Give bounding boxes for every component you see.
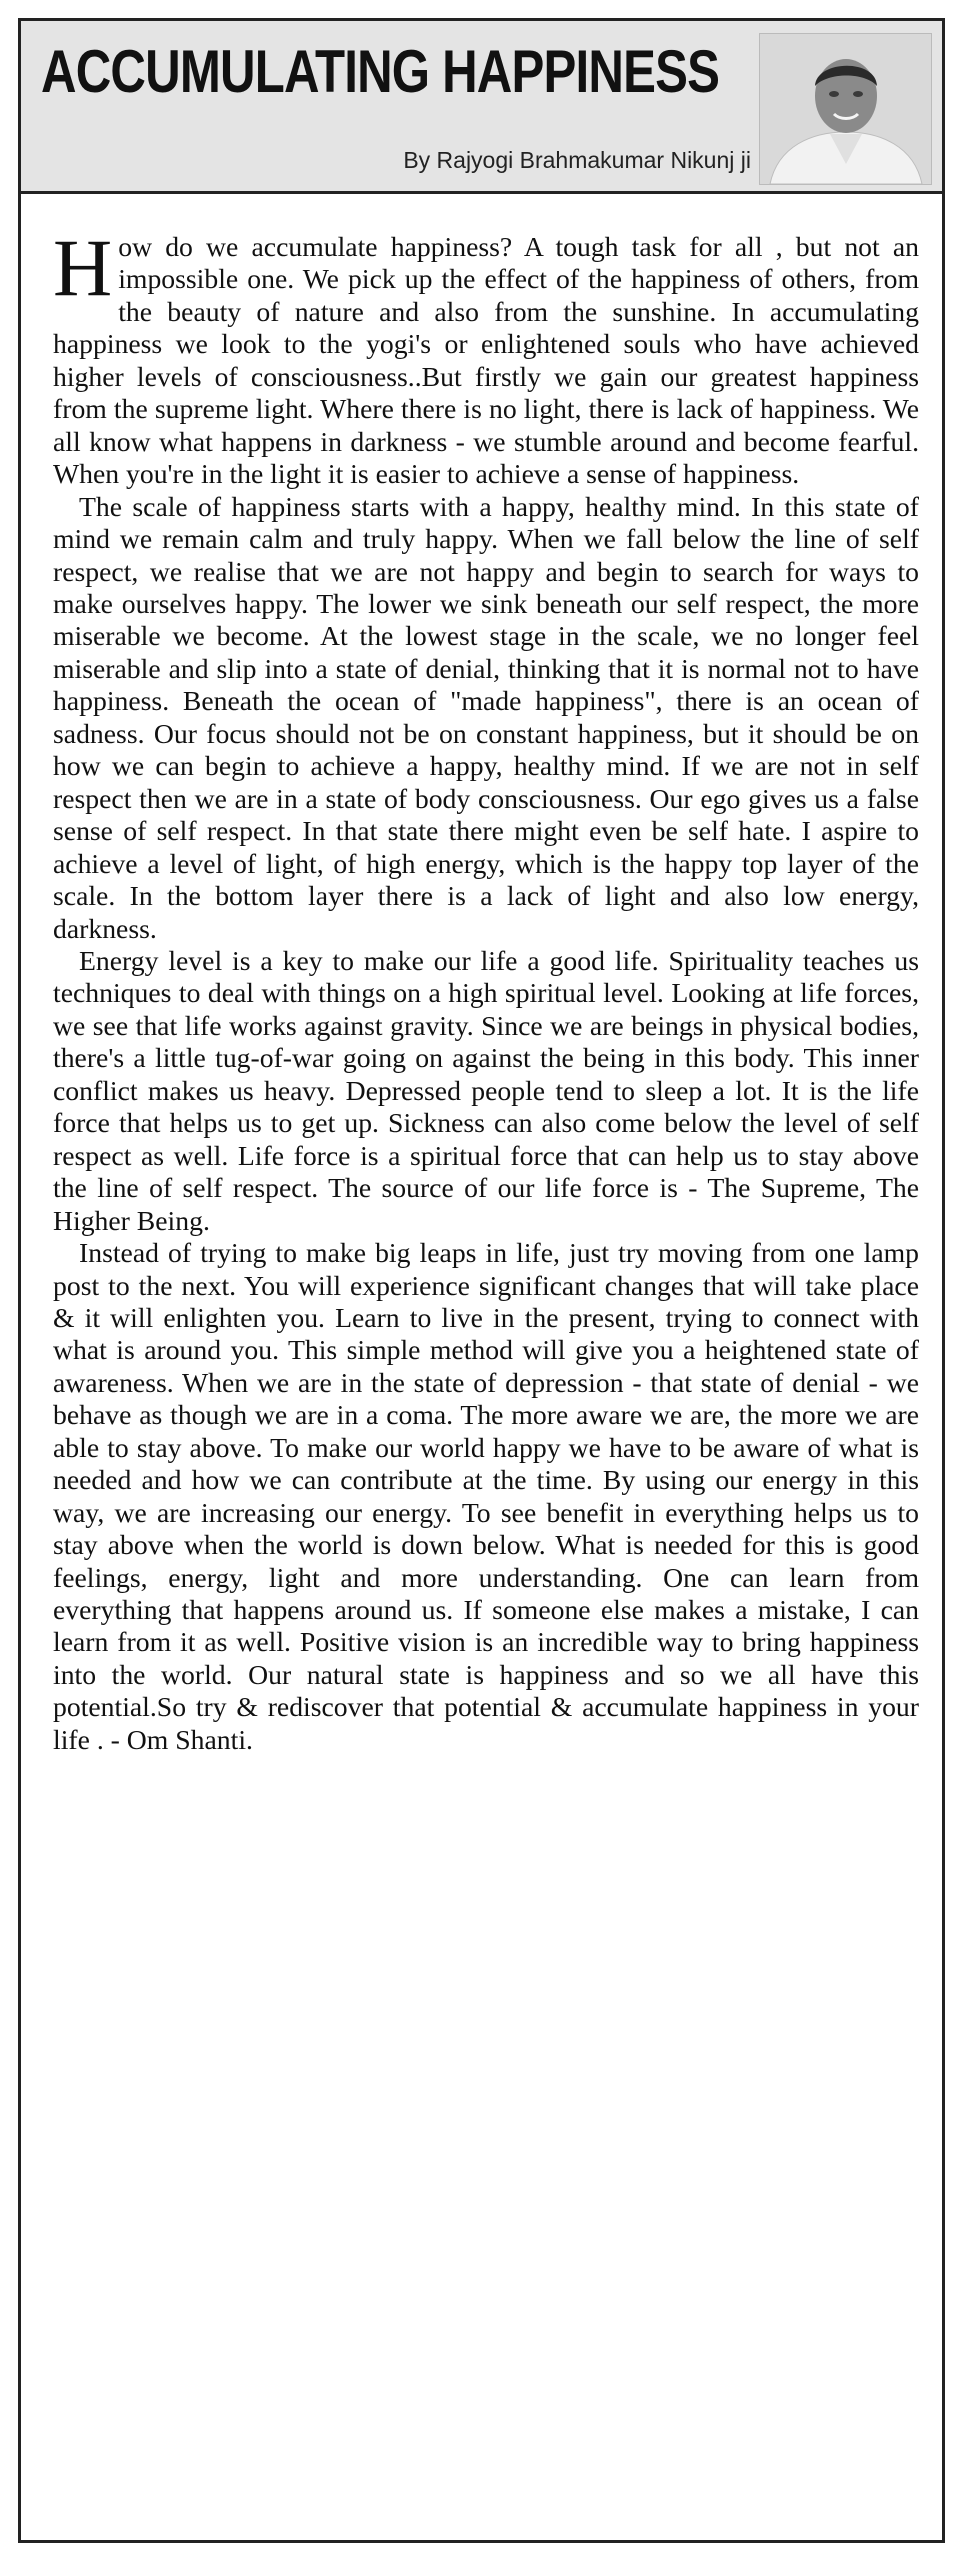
paragraph-4: Instead of trying to make big leaps in life, just try moving from one lamp post to the next. You will experience significant changes that will take place & it will enlighten you. Learn to live in the present, trying to connect with what is around you. This simple method will give you a heightened state of awareness. When we are in the state of depression - that state of denial - we behave as though we are in a coma. The more aware we are, the more we are able to stay above. To make our world happy we have to be aware of what is needed and how we can contribute at the time. By using our energy in this way, we are increasing our energy. To see benefit in everything helps us to stay above when the world is down below. What is needed for this is good feelings, energy, light and more understanding. One can learn from everything that happens around us. If someone else makes a mistake, I can learn from it as well. Positive vision is an incredible way to bring happiness into the world. Our natural state is happiness and so we all have this potential.So try & rediscover that potential & accumulate happiness in your life . - Om Shanti.: [53, 1237, 919, 1755]
article-frame: [18, 18, 945, 2543]
article-title: ACCUMULATING HAPPINESS: [41, 38, 720, 105]
paragraph-1-text: ow do we accumulate happiness? A tough task for all , but not an impossible one. We pick up the effect of the happiness of others, from the beauty of nature and also from the sunshine. In accumulating happiness we look to the yogi's or enlightened souls who have achieved higher levels of consciousness..But firstly we gain our greatest happiness from the supreme light. Where there is no light, there is lack of happiness. We all know what happens in darkness - we stumble around and become fearful. When you're in the light it is easier to achieve a sense of happiness.: [53, 231, 919, 490]
drop-cap: H: [53, 222, 113, 313]
article-body: [53, 222, 919, 1756]
article-header: [21, 21, 942, 194]
paragraph-3: Energy level is a key to make our life a good life. Spirituality teaches us techniques to deal with things on a high spiritual level. Looking at life forces, we see that life works against gravity. Since we are beings in physical bodies, there's a little tug-of-war going on against the being in this body. This inner conflict makes us heavy. Depressed people tend to sleep a lot. It is the life force that helps us to get up. Sickness can also come below the level of self respect as well. Life force is a spiritual force that can help us to stay above the line of self respect. The source of our life force is - The Supreme, The Higher Being.: [53, 944, 919, 1236]
author-portrait-icon: [760, 34, 931, 184]
author-photo: [759, 33, 932, 185]
author-byline: By Rajyogi Brahmakumar Nikunj ji: [403, 147, 751, 173]
paragraph-1: [53, 222, 919, 491]
paragraph-2: The scale of happiness starts with a happy, healthy mind. In this state of mind we remain calm and truly happy. When we fall below the line of self respect, we realise that we are not happy and begin to search for ways to make ourselves happy. The lower we sink beneath our self respect, the more miserable we become. At the lowest stage in the scale, we no longer feel miserable and slip into a state of denial, thinking that it is normal not to have happiness. Beneath the ocean of "made happiness", there is an ocean of sadness. Our focus should not be on constant happiness, but it should be on how we can begin to achieve a happy, healthy mind. If we are not in self respect then we are in a state of body consciousness. Our ego gives us a false sense of self respect. In that state there might even be self hate. I aspire to achieve a level of light, of high energy, which is the happy top layer of the scale. In the bottom layer there is a lack of light and also low energy, darkness.: [53, 490, 919, 944]
